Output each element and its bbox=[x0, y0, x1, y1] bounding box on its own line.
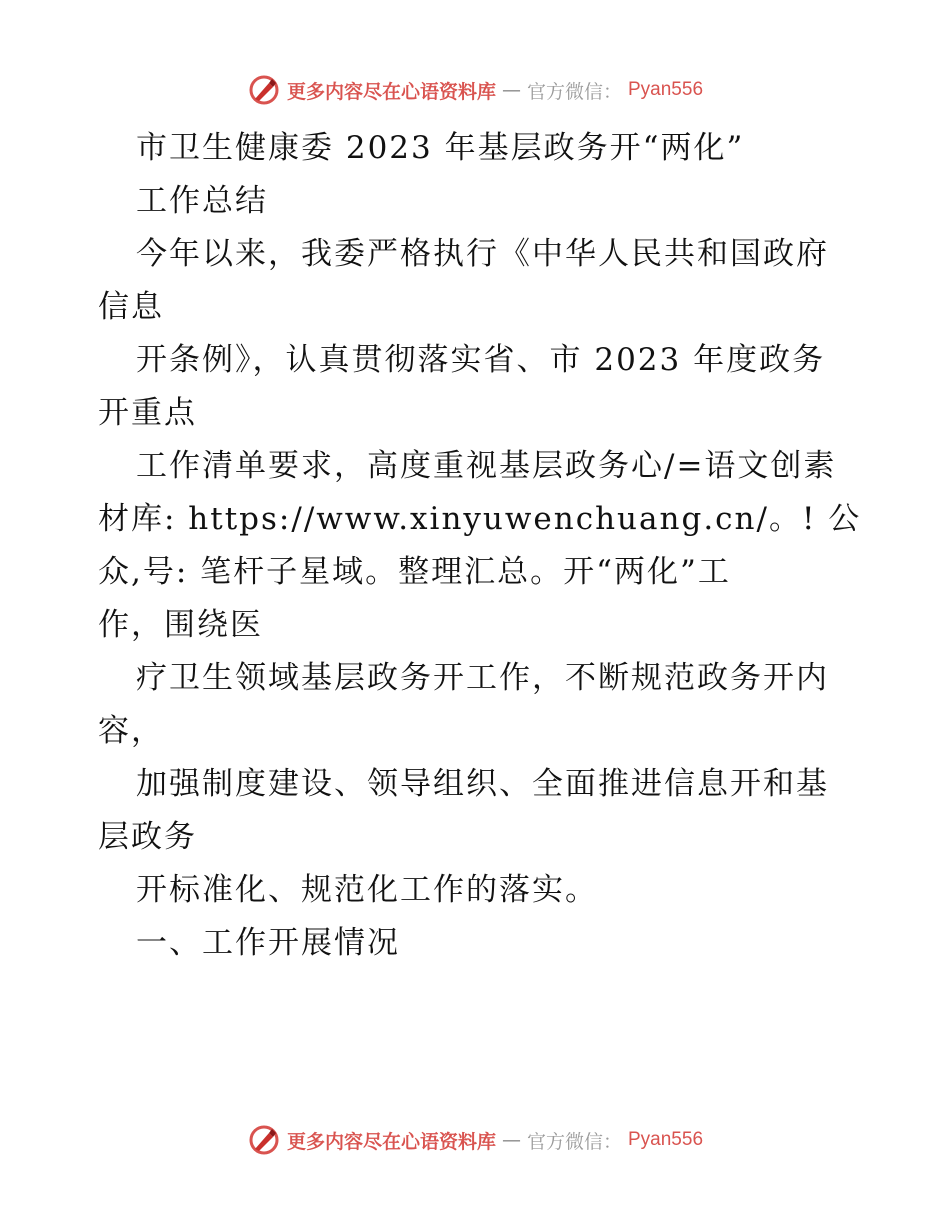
footer-watermark bbox=[0, 1120, 950, 1160]
doc-line: 加强制度建设、领导组织、全面推进信息开和基 bbox=[136, 766, 829, 802]
watermark-gray-text: 官方微信： bbox=[526, 1130, 622, 1153]
doc-line: 疗卫生领域基层政务开工作，不断规范政务开内 bbox=[136, 660, 829, 696]
doc-line: 工作清单要求，高度重视基层政务心/=语文创素 bbox=[136, 448, 837, 484]
watermark-dash: — bbox=[501, 79, 521, 101]
section-heading: 一、工作开展情况 bbox=[136, 925, 400, 961]
watermark-inner bbox=[247, 1123, 703, 1157]
watermark-red-text: 更多内容尽在心语资料库 bbox=[286, 1130, 496, 1153]
doc-line: 开标准化、规范化工作的落实。 bbox=[136, 872, 598, 908]
doc-line: 众,号: 笔杆子星域。整理汇总。开“两化”工 bbox=[98, 554, 731, 590]
document-body bbox=[98, 122, 868, 970]
doc-line: 开条例》，认真贯彻落实省、市 2023 年度政务 bbox=[136, 342, 826, 378]
doc-line: 容， bbox=[98, 713, 164, 749]
pen-logo-icon bbox=[247, 73, 281, 107]
watermark-id: Pyan556 bbox=[628, 1129, 704, 1150]
doc-line: 作，围绕医 bbox=[98, 607, 263, 643]
watermark-id: Pyan556 bbox=[628, 79, 704, 100]
doc-line: 信息 bbox=[98, 289, 164, 325]
pen-logo-icon bbox=[247, 1123, 281, 1157]
doc-line: 材库: https://www.xinyuwenchuang.cn/。! 公 bbox=[98, 501, 862, 537]
watermark-inner bbox=[247, 73, 703, 107]
watermark-dash: — bbox=[501, 1129, 521, 1151]
doc-line: 层政务 bbox=[98, 819, 197, 855]
watermark-red-text: 更多内容尽在心语资料库 bbox=[286, 80, 496, 103]
watermark-gray-text: 官方微信： bbox=[526, 80, 622, 103]
doc-line: 今年以来，我委严格执行《中华人民共和国政府 bbox=[136, 236, 829, 272]
doc-title-line-2: 工作总结 bbox=[136, 183, 268, 219]
doc-title-line-1: 市卫生健康委 2023 年基层政务开“两化” bbox=[136, 130, 745, 166]
header-watermark bbox=[0, 70, 950, 110]
doc-line: 开重点 bbox=[98, 395, 197, 431]
